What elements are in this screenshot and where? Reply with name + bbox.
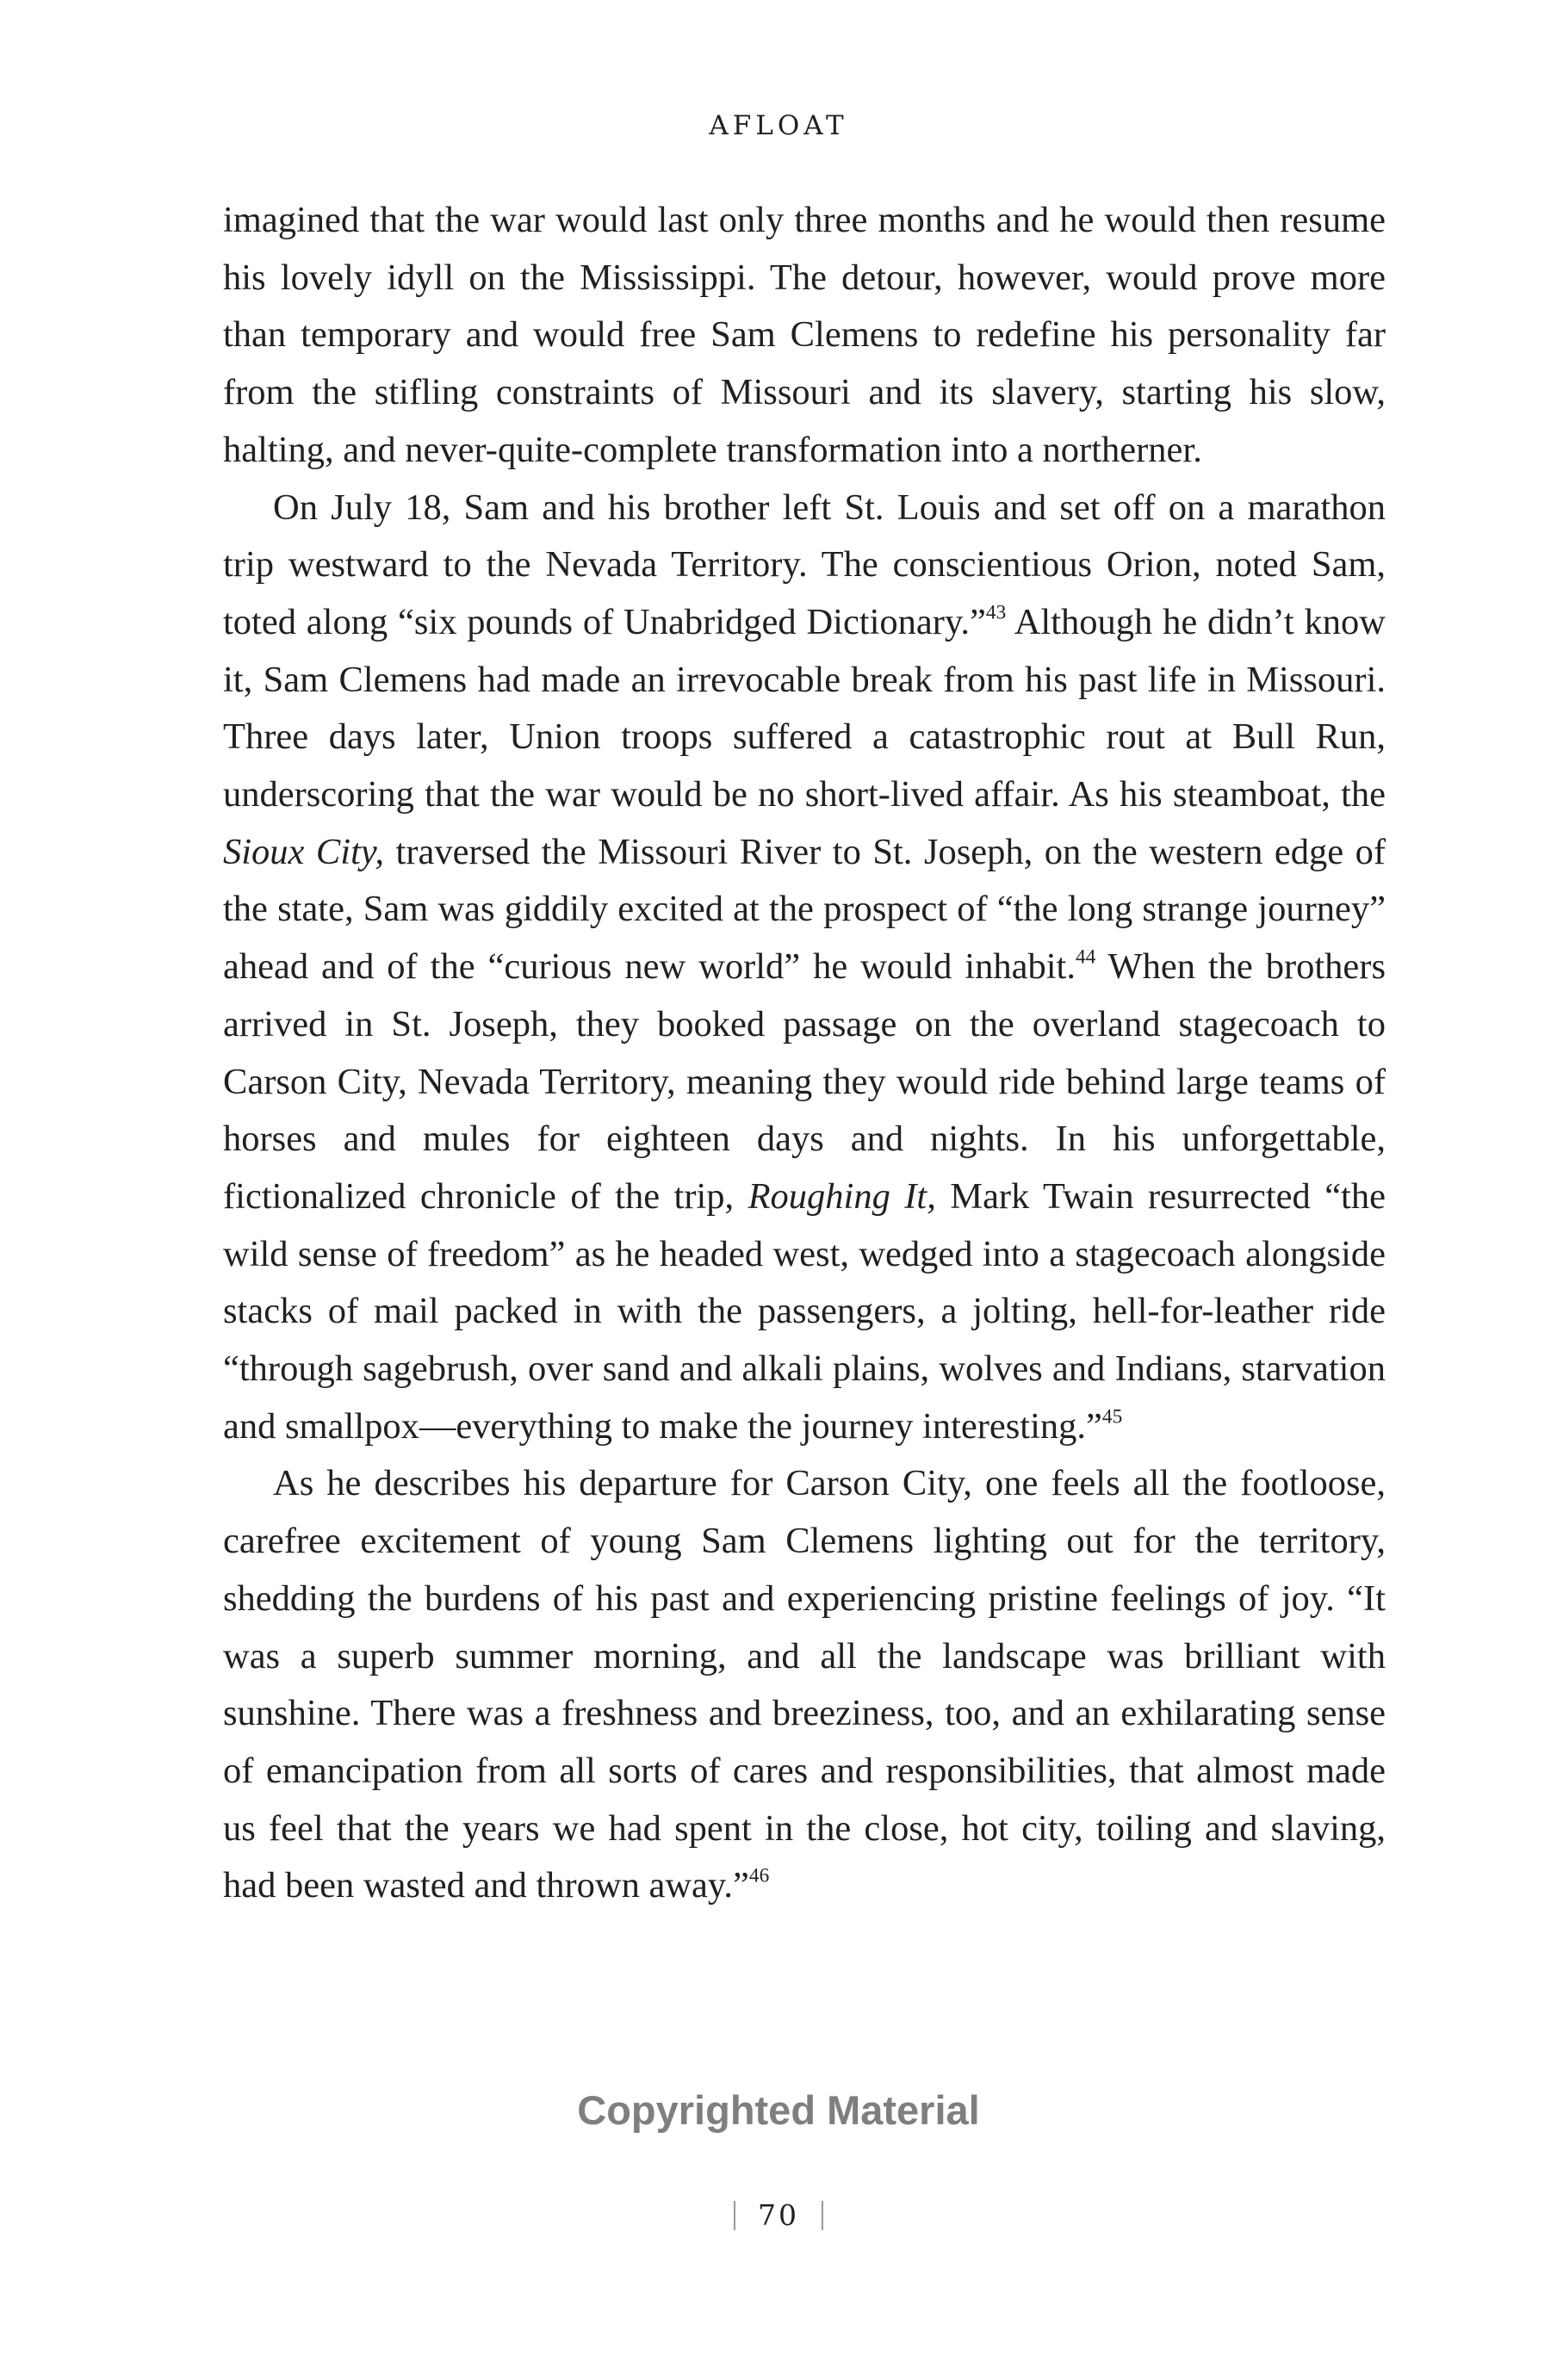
footnote-ref-46: 46 (748, 1864, 770, 1887)
footnote-ref-44: 44 (1075, 945, 1096, 969)
paragraph-2-text-1: On July 18, Sam and his brother left St. Louis and set off on a marathon trip westward to the Nevada Territory. The conscientious Orion, noted Sam, toted along “six pounds of Unabridged Dictionary.” (223, 487, 1386, 642)
paragraph-2-text-2: Although he didn’t know it, Sam Clemens had made an irrevocable break from his past life in Missouri. Three days later, Union troops suffered a catastrophic rout at Bull Run, underscoring that the war would be no short-lived affair. As his steamboat, the (223, 601, 1386, 815)
footnote-ref-45: 45 (1101, 1405, 1123, 1429)
folio-right-rule (822, 2201, 823, 2230)
ship-name-italic: Sioux City, (223, 831, 385, 872)
paragraph-2-text-4: When the brothers arrived in St. Joseph, they booked passage on the overland stagecoach to Carson City, Nevada Territory, meaning they would ride behind large teams of horses and mules for eighteen days and nights. In his unforgettable, fictionalized chronicle of the trip, (223, 946, 1386, 1217)
paragraph-1: imagined that the war would last only three months and he would then resume his lovely idyll on the Mississippi. The detour, however, would prove more than temporary and would free Sam Clemens to redefine his personality far from the stifling constraints of Missouri and its slavery, starting his slow, halting, and never-quite-complete transformation into a northerner. (223, 200, 1386, 470)
copyright-watermark: Copyrighted Material (577, 2087, 980, 2133)
footnote-ref-43: 43 (985, 601, 1007, 624)
book-title-italic: Roughing It, (747, 1175, 936, 1217)
folio-left-rule (734, 2201, 735, 2230)
paragraph-2 (223, 480, 1386, 1456)
page-number-footer (0, 2198, 1557, 2232)
paragraph-2-text-5: Mark Twain resurrected “the wild sense of freedom” as he headed west, wedged into a stagecoach alongside stacks of mail packed in with the passengers, a jolting, hell-for-leather ride “through sagebrush, over sand and alkali plains, wolves and Indians, starvation and smallpox—everything to make the journey interesting.” (223, 1175, 1386, 1447)
paragraph-3-text-1: As he describes his departure for Carson City, one feels all the footloose, carefree excitement of young Sam Clemens lighting out for the territory, shedding the burdens of his past and experiencing pristine feelings of joy. “It was a superb summer morning, and all the landscape was brilliant with sunshine. There was a freshness and breeziness, too, and an exhilarating sense of emancipation from all sorts of cares and responsibilities, that almost made us feel that the years we had spent in the close, hot city, toiling and slaving, had been wasted and thrown away.” (223, 1463, 1386, 1906)
running-head: AFLOAT (709, 110, 848, 141)
body-text (223, 192, 1386, 1915)
paragraph-2-text-3: traversed the Missouri River to St. Joseph, on the western edge of the state, Sam was giddily excited at the prospect of “the long strange journey” ahead and of the “curious new world” he would inhabit. (223, 831, 1386, 988)
paragraph-3 (223, 1455, 1386, 1915)
page-number: 70 (758, 2198, 799, 2232)
